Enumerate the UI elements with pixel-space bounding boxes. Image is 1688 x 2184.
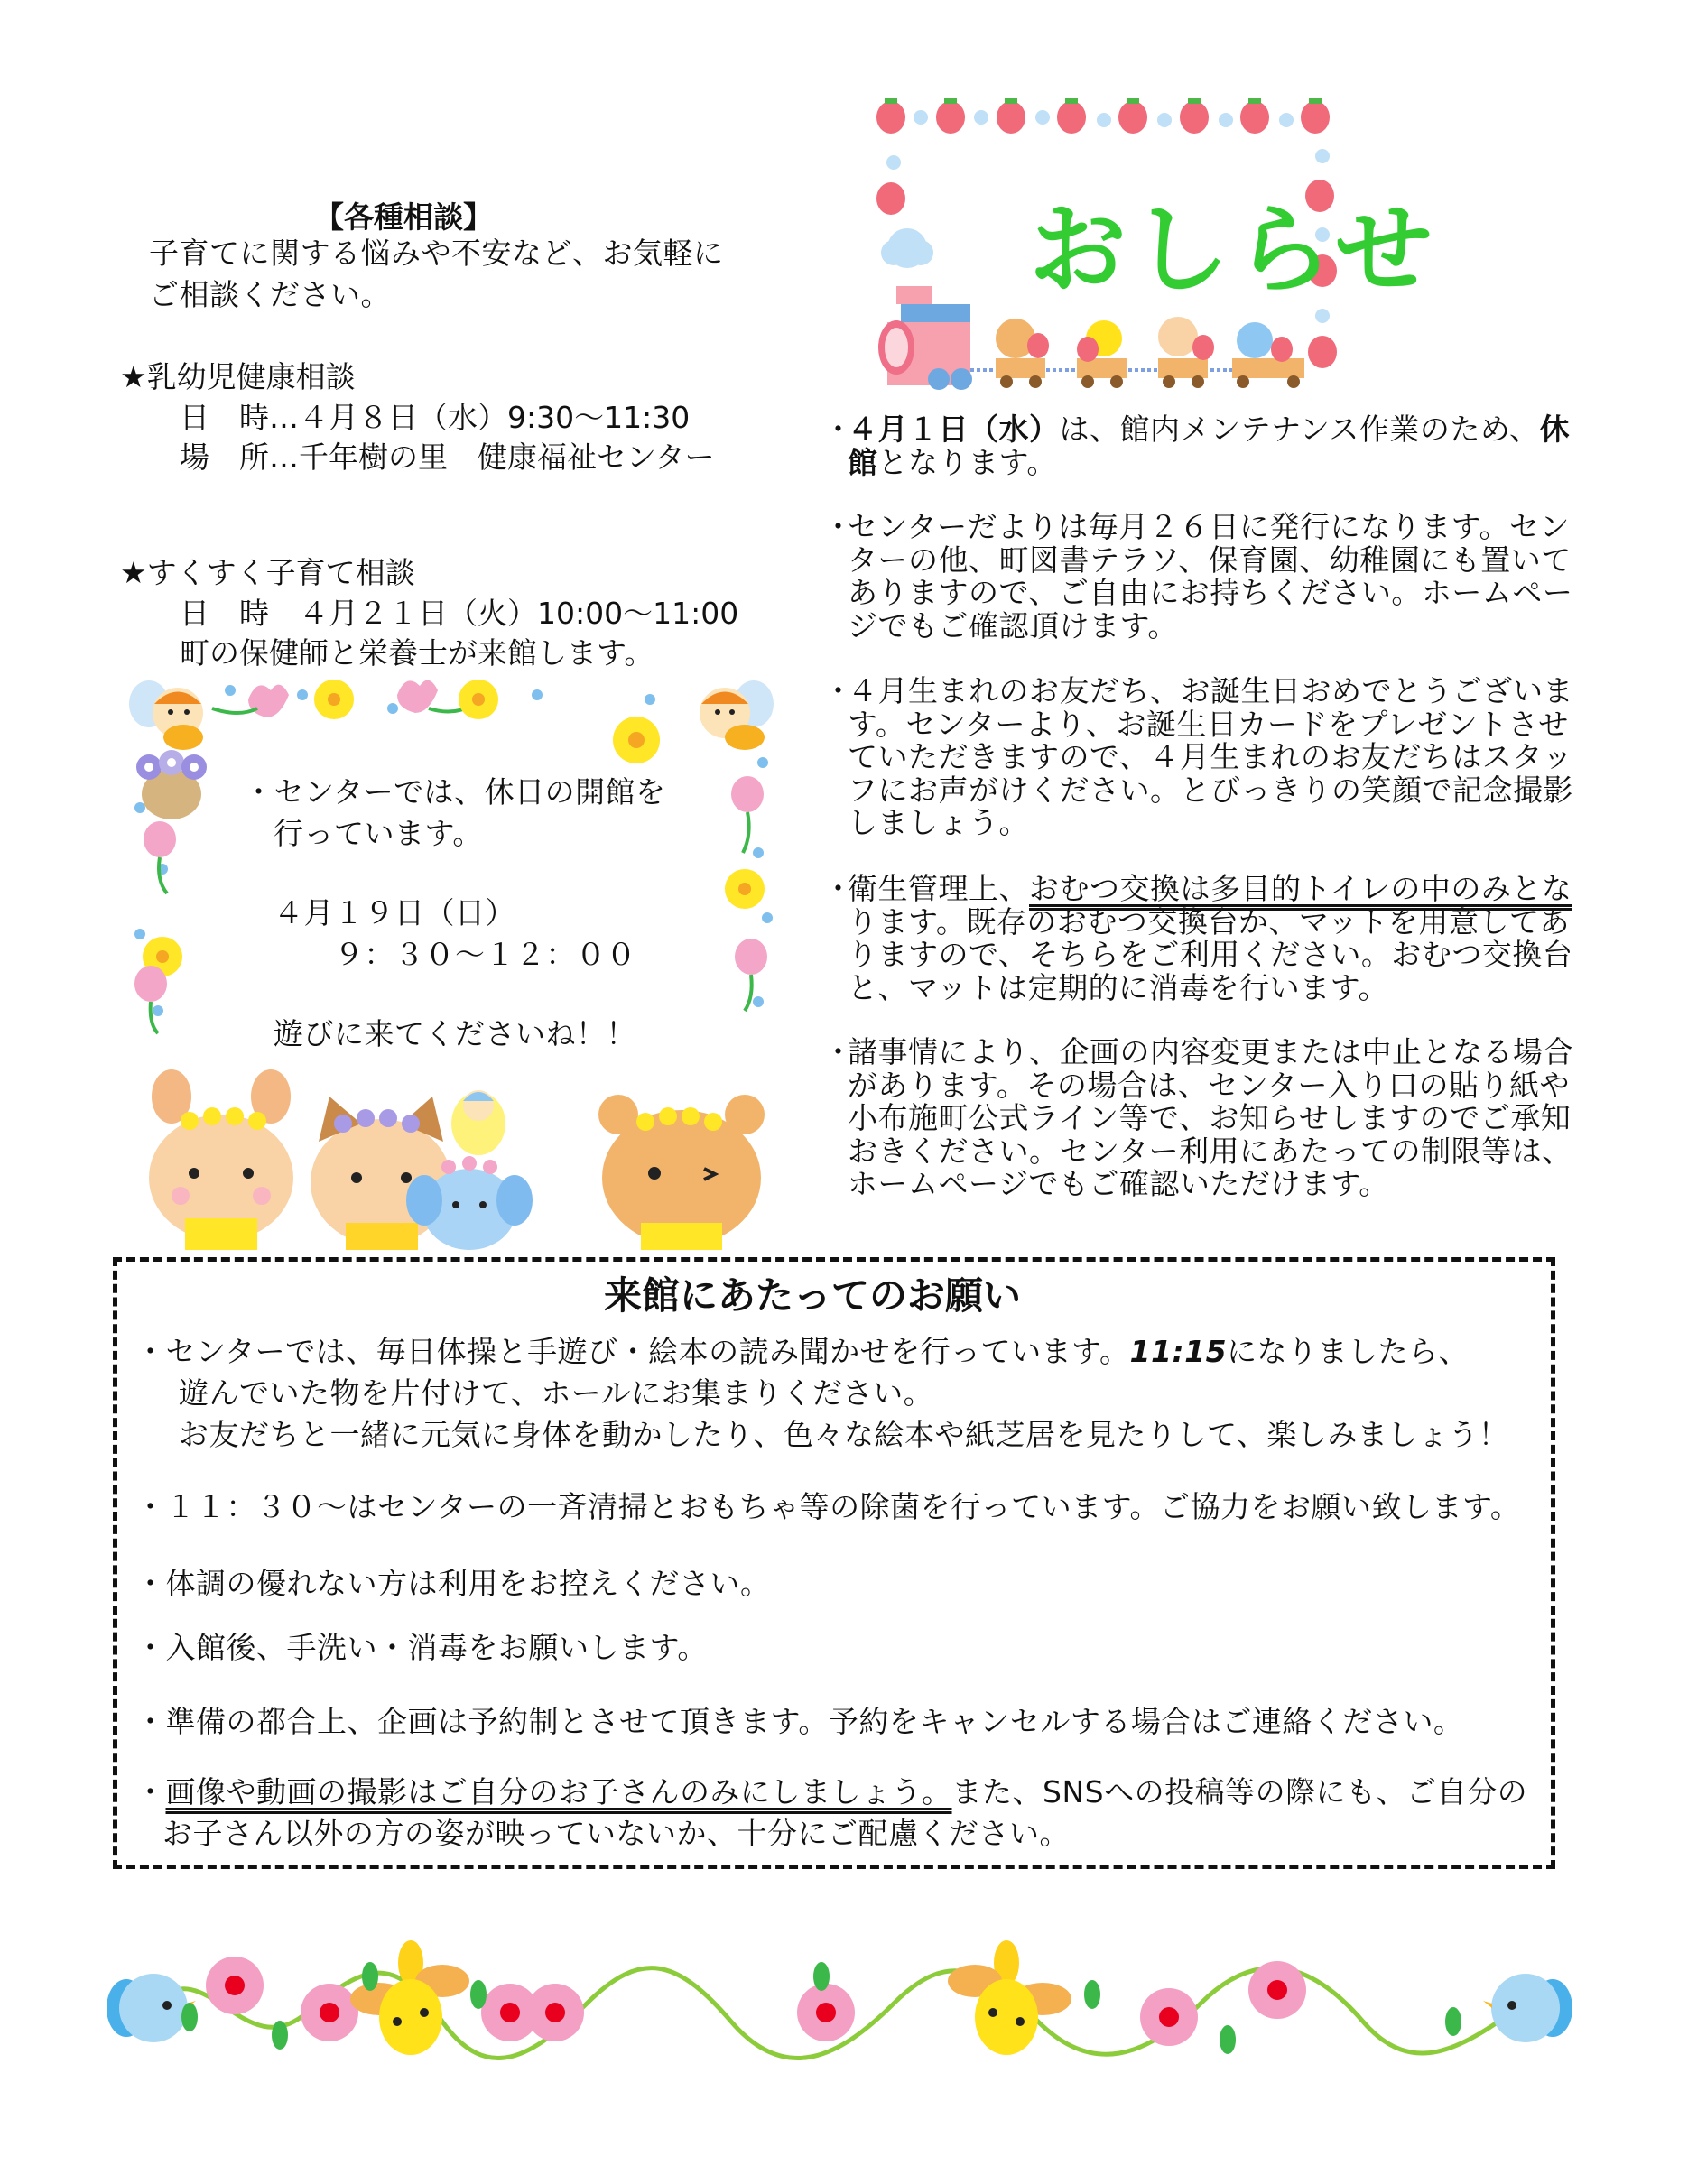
cart-with-animals-icon: [996, 317, 1304, 388]
bullet: ・: [823, 1034, 853, 1069]
request-text: ・センターでは、毎日体操と手遊び・絵本の読み聞かせを行っています。: [135, 1334, 1130, 1369]
oshirase-title: おしらせ: [1029, 194, 1438, 307]
consultation-intro: [149, 233, 724, 316]
holiday-opening-closing: 遊びに来てくださいね！！: [274, 1016, 636, 1051]
bird-flower-garland-illustration: [99, 1931, 1580, 2085]
request-text: になりましたら、: [1227, 1334, 1470, 1369]
request-item-photography: [135, 1772, 1527, 1855]
infant-health-place: 場 所…千年樹の里 健康福祉センター: [180, 440, 715, 475]
notice-diaper-emphasis: おむつ交換は多目的トイレの中のみとな: [1029, 871, 1572, 906]
request-time-emphasis: 11:15: [1129, 1334, 1228, 1369]
steam-cloud-icon: [881, 228, 933, 268]
notice-text: ります。既存のおむつ交換台か、マットを用意してありますので、そちらをご利用ください。おむつ交換台と、マットは定期的に消毒を行います。: [848, 903, 1573, 1005]
notice-text: ４月生まれのお友だち、お誕生日おめでとうございます。センターより、お誕生日カードをプレゼントさせていただきますので、４月生まれのお友だちはスタッフにお声がけください。とびっきりの笑顔で記念撮影しましょう。: [848, 673, 1573, 840]
request-item-handwash: ・入館後、手洗い・消毒をお願いします。: [135, 1630, 708, 1665]
request-item-health: ・体調の優れない方は利用をお控えください。: [135, 1566, 771, 1601]
consultation-title: 【各種相談】: [314, 199, 493, 235]
infant-health-heading: ★乳幼児健康相談: [120, 359, 356, 394]
consultation-intro-line: ご相談ください。: [149, 277, 391, 312]
blue-bird-icon: [107, 1974, 196, 2042]
request-item-daily-activities: [135, 1331, 1508, 1456]
bullet: ・: [135, 1774, 166, 1809]
sukusuku-heading: ★すくすく子育て相談: [120, 555, 415, 590]
notice-closure: [823, 413, 1581, 479]
bullet: ・: [823, 509, 853, 544]
holiday-opening-line: ・センターでは、休日の開館を: [244, 774, 666, 810]
sukusuku-note: 町の保健師と栄養士が来館します。: [180, 635, 654, 671]
request-text: お友だちと一緒に元気に身体を動かしたり、色々な絵本や紙芝居を見たりして、楽しみましょう！: [179, 1417, 1509, 1452]
bullet: ・: [823, 871, 853, 906]
notice-birthday: [823, 675, 1581, 840]
infant-health-section: [120, 356, 715, 477]
bee-icon: [129, 680, 203, 750]
consultation-intro-line: 子育てに関する悩みや不安など、お気軽に: [149, 236, 724, 271]
infant-health-datetime: 日 時…４月８日（水）9:30～11:30: [180, 400, 691, 435]
holiday-opening-notice: [244, 772, 666, 1055]
bullet: ・: [823, 412, 853, 447]
flower-basket-icon: [136, 750, 207, 819]
notice-text: となります。: [877, 444, 1057, 480]
notice-closure-date: ４月１日（水）: [848, 412, 1060, 447]
train-engine-icon: [878, 286, 972, 390]
sukusuku-datetime: 日 時 ４月２１日（火）10:00～11:00: [180, 596, 739, 631]
rabbit-character-icon: [149, 1069, 293, 1250]
bullet: ・: [823, 673, 853, 708]
notice-diaper: [823, 873, 1581, 1004]
request-item-cleaning: ・１１：３０～はセンターの一斉清掃とおもちゃ等の除菌を行っています。ご協力をお願い致します。: [135, 1489, 1521, 1524]
notice-changes: [823, 1036, 1581, 1201]
sukusuku-section: [120, 552, 738, 673]
request-item-reservation: ・準備の都合上、企画は予約制とさせて頂きます。予約をキャンセルする場合はご連絡ください。: [135, 1704, 1464, 1739]
notice-text: センターだよりは毎月２６日に発行になります。センターの他、町図書テラソ、保育園、幼稚園にも置いてありますので、ご自由にお持ちください。ホームページでもご確認頂けます。: [848, 509, 1573, 643]
holiday-opening-time: ９：３０～１２：００: [334, 937, 636, 972]
visitor-requests-title: 来館にあたってのお願い: [603, 1273, 1021, 1318]
yellow-bird-icon: [948, 1940, 1071, 2055]
bee-icon: [700, 680, 774, 750]
fairy-character-icon: [451, 1090, 505, 1155]
bear-character-icon: [598, 1095, 765, 1250]
request-text: 遊んでいた物を片付けて、ホールにお集まりください。: [179, 1375, 934, 1411]
blue-bird-icon: [1483, 1974, 1572, 2042]
notice-text: 衛生管理上、: [848, 871, 1029, 906]
notice-newsletter: [823, 511, 1581, 643]
yellow-bird-icon: [350, 1940, 469, 2055]
notice-text: 諸事情により、企画の内容変更または中止となる場合があります。その場合は、センター入り口の貼り紙や小布施町公式ライン等で、お知らせしますのでご承知おきください。センター利用にあたっての制限等は、ホームページでもご確認いただけます。: [848, 1034, 1573, 1201]
request-photo-emphasis: 画像や動画の撮影はご自分のお子さんのみにしましょう。: [165, 1774, 952, 1809]
notice-text: は、館内メンテナンス作業のため、: [1059, 412, 1540, 447]
holiday-opening-date: ４月１９日（日）: [274, 895, 515, 930]
holiday-opening-line: 行っています。: [274, 816, 483, 851]
request-text: また、SNSへの投稿等の際にも、ご自分の: [951, 1774, 1528, 1809]
request-text: お子さん以外の方の姿が映っていないか、十分にご配慮ください。: [162, 1816, 1070, 1851]
notice-closure-emphasis: 休館: [848, 412, 1571, 480]
